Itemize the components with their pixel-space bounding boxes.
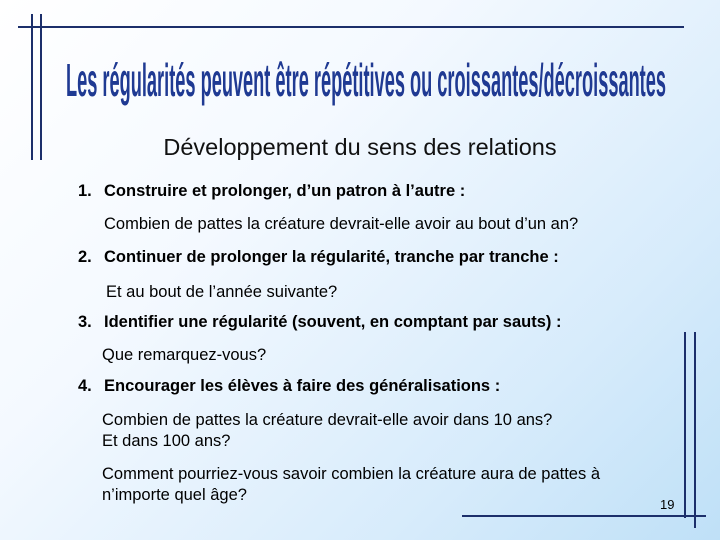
- decor-horizontal-line-top: [18, 26, 684, 28]
- list-item-4-detail-3: Comment pourriez-vous savoir combien la créature aura de pattes à: [102, 465, 600, 483]
- list-item-2-detail: Et au bout de l’année suivante?: [106, 283, 338, 301]
- list-item-number: 4.: [78, 377, 92, 395]
- list-item-number: 1.: [78, 182, 92, 200]
- list-item-text: Encourager les élèves à faire des généralisations :: [104, 377, 501, 395]
- list-item-number: 2.: [78, 248, 92, 266]
- list-item-text: Continuer de prolonger la régularité, tranche par tranche :: [104, 248, 559, 266]
- list-item-1: [78, 182, 465, 201]
- list-item-3: [78, 313, 562, 332]
- list-item-4-detail-2: Et dans 100 ans?: [102, 432, 231, 450]
- list-item-2: [78, 248, 559, 267]
- decor-horizontal-line-bottom: [462, 515, 706, 517]
- list-item-4-detail-4: n’importe quel âge?: [102, 486, 247, 504]
- page-number: 19: [660, 497, 675, 512]
- list-item-4-detail-1: Combien de pattes la créature devrait-elle avoir dans 10 ans?: [102, 411, 553, 429]
- decor-vertical-line-right-inner: [694, 332, 696, 528]
- slide-title: [60, 42, 672, 114]
- list-item-text: Identifier une régularité (souvent, en comptant par sauts) :: [104, 313, 562, 331]
- list-item-4: [78, 377, 500, 396]
- list-item-text: Construire et prolonger, d’un patron à l’autre :: [104, 182, 466, 200]
- slide-subtitle: Développement du sens des relations: [163, 134, 557, 160]
- decor-vertical-line-right-outer: [684, 332, 686, 518]
- list-item-3-detail: Que remarquez-vous?: [102, 346, 267, 364]
- slide-title-text: Les régularités peuvent être répétitives ou croissantes/décroissantes: [66, 54, 666, 106]
- list-item-1-detail: Combien de pattes la créature devrait-elle avoir au bout d’un an?: [104, 215, 579, 233]
- list-item-number: 3.: [78, 313, 92, 331]
